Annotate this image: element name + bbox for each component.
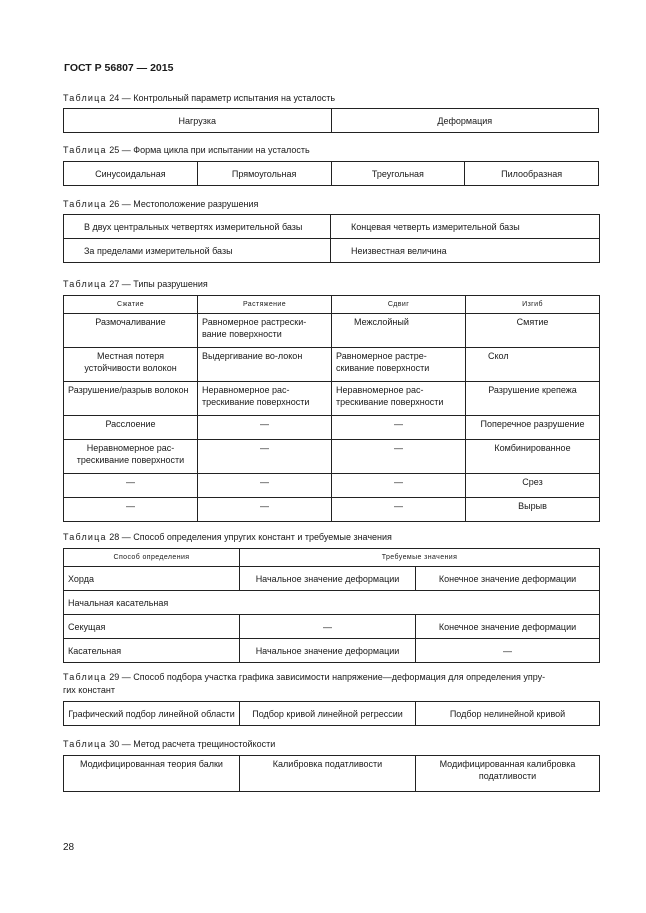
table-row <box>64 498 600 522</box>
column-header: Изгиб <box>466 296 600 314</box>
table-cell: Конечное значение деформации <box>416 615 600 639</box>
table-cell: Подбор нелинейной кривой <box>416 702 600 726</box>
table-cell: — <box>240 615 416 639</box>
table-row <box>64 591 600 615</box>
table-cell: — <box>198 474 332 498</box>
table-cell: — <box>332 498 466 522</box>
table-cell: Скол <box>466 348 600 382</box>
table-row <box>64 382 600 416</box>
table-cell: Начальное значение деформации <box>240 567 416 591</box>
table-cell: Хорда <box>64 567 240 591</box>
table-24-caption <box>63 93 335 103</box>
table-cell: Поперечное разрушение <box>466 416 600 440</box>
table-cell: Касательная <box>64 639 240 663</box>
table-row <box>64 615 600 639</box>
table-cell: Разрушение крепежа <box>466 382 600 416</box>
caption-label: Таблица <box>63 93 107 103</box>
table-row <box>64 639 600 663</box>
table-cell: Концевая четверть измерительной базы <box>331 215 600 239</box>
caption-label: Таблица <box>63 739 107 749</box>
table-26 <box>63 214 600 263</box>
table-27-caption <box>63 279 208 289</box>
table-cell: — <box>64 498 198 522</box>
table-cell: Деформация <box>331 109 599 133</box>
table-29 <box>63 701 600 726</box>
document-header: ГОСТ Р 56807 — 2015 <box>64 62 174 74</box>
table-cell: Модифицированная теория балки <box>64 756 240 792</box>
table-cell: — <box>64 474 198 498</box>
table-cell: Прямоугольная <box>197 162 331 186</box>
table-cell: — <box>332 440 466 474</box>
table-cell: Местная потеря устойчивости волокон <box>64 348 198 382</box>
caption-text: 27 — Типы разрушения <box>109 279 208 289</box>
table-cell: Равномерное растрески-вание поверхности <box>198 314 332 348</box>
table-30-caption <box>63 739 275 749</box>
table-30 <box>63 755 600 792</box>
table-29-caption <box>63 672 545 682</box>
table-25-caption <box>63 145 310 155</box>
table-cell: Пилообразная <box>465 162 599 186</box>
caption-label: Таблица <box>63 199 107 209</box>
column-header: Сдвиг <box>332 296 466 314</box>
column-header: Способ определения <box>64 549 240 567</box>
table-cell: Равномерное растре-скивание поверхности <box>332 348 466 382</box>
caption-text: 29 — Способ подбора участка графика зависимости напряжение—деформация для определения упру- <box>109 672 546 682</box>
table-cell: Начальная касательная <box>64 591 600 615</box>
table-25 <box>63 161 599 186</box>
table-28 <box>63 548 600 663</box>
table-cell: Неравномерное рас-трескивание поверхности <box>332 382 466 416</box>
column-header: Растяжение <box>198 296 332 314</box>
table-28-caption <box>63 532 392 542</box>
table-cell: За пределами измерительной базы <box>64 239 331 263</box>
table-cell: Калибровка податливости <box>240 756 416 792</box>
table-cell: Расслоение <box>64 416 198 440</box>
table-cell: Разрушение/разрыв волокон <box>64 382 198 416</box>
table-cell: Неизвестная величина <box>331 239 600 263</box>
table-29-caption-cont: гих констант <box>63 685 115 695</box>
caption-text: 25 — Форма цикла при испытании на усталость <box>109 145 310 155</box>
table-cell: Начальное значение деформации <box>240 639 416 663</box>
table-cell: Выдергивание во-локон <box>198 348 332 382</box>
table-cell: Подбор кривой линейной регрессии <box>240 702 416 726</box>
column-header: Сжатие <box>64 296 198 314</box>
caption-label: Таблица <box>63 532 107 542</box>
table-cell: Нагрузка <box>64 109 332 133</box>
table-cell: Конечное значение деформации <box>416 567 600 591</box>
table-cell: Срез <box>466 474 600 498</box>
caption-text: 26 — Местоположение разрушения <box>109 199 259 209</box>
table-cell: Треугольная <box>331 162 465 186</box>
table-cell: Вырыв <box>466 498 600 522</box>
table-27 <box>63 295 600 522</box>
table-cell: Графический подбор линейной области <box>64 702 240 726</box>
table-row <box>64 440 600 474</box>
table-row <box>64 474 600 498</box>
table-cell: — <box>332 416 466 440</box>
caption-text: 30 — Метод расчета трещиностойкости <box>109 739 276 749</box>
table-cell: — <box>332 474 466 498</box>
table-cell: В двух центральных четвертях измерительной базы <box>64 215 331 239</box>
table-cell: Комбинированное <box>466 440 600 474</box>
table-cell: Межслойный <box>332 314 466 348</box>
caption-label: Таблица <box>63 145 107 155</box>
table-row <box>64 567 600 591</box>
column-header: Требуемые значения <box>240 549 600 567</box>
table-cell: Синусоидальная <box>64 162 198 186</box>
caption-text: 28 — Способ определения упругих констант и требуемые значения <box>109 532 392 542</box>
table-cell: — <box>198 498 332 522</box>
table-row <box>64 348 600 382</box>
table-cell: Размочаливание <box>64 314 198 348</box>
table-cell: Неравномерное рас-трескивание поверхности <box>198 382 332 416</box>
table-cell: Смятие <box>466 314 600 348</box>
table-cell: Секущая <box>64 615 240 639</box>
table-cell: — <box>198 416 332 440</box>
table-cell: Модифицированная калибровка податливости <box>416 756 600 792</box>
table-row <box>64 416 600 440</box>
caption-label: Таблица <box>63 279 107 289</box>
caption-text: 24 — Контрольный параметр испытания на усталость <box>109 93 336 103</box>
caption-label: Таблица <box>63 672 107 682</box>
table-cell: Неравномерное рас-трескивание поверхности <box>64 440 198 474</box>
table-cell: — <box>198 440 332 474</box>
table-24 <box>63 108 599 133</box>
table-row <box>64 314 600 348</box>
page-number: 28 <box>63 842 75 853</box>
table-cell: — <box>416 639 600 663</box>
table-26-caption <box>63 199 258 209</box>
